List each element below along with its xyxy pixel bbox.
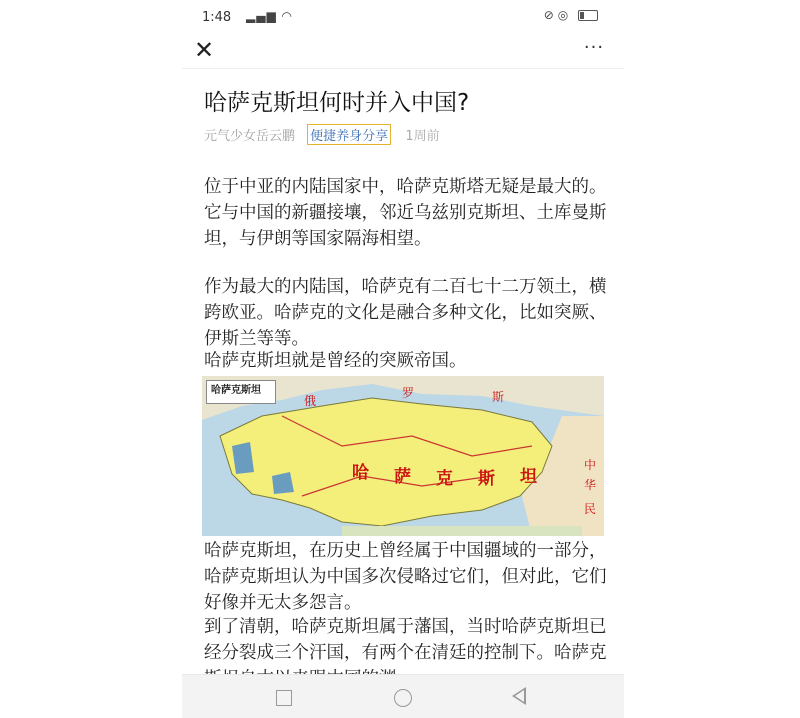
map-neighbor-label-1: 俄 bbox=[304, 394, 317, 408]
author-link[interactable]: 元气少女岳云鹏 bbox=[204, 129, 296, 144]
map-label-char-3: 克 bbox=[436, 469, 453, 489]
system-nav-bar bbox=[182, 674, 624, 718]
kazakhstan-map-image bbox=[202, 376, 604, 536]
map-neighbor-label-5: 华 bbox=[584, 478, 597, 492]
map-neighbor-label-3: 斯 bbox=[492, 390, 505, 404]
recent-apps-icon[interactable] bbox=[276, 690, 292, 706]
status-right-icons bbox=[544, 8, 598, 22]
home-icon[interactable] bbox=[394, 689, 412, 707]
paragraph-3: 哈萨克斯坦就是曾经的突厥帝国。 bbox=[204, 351, 467, 371]
map-label-char-4: 斯 bbox=[478, 469, 495, 489]
category-tag[interactable]: 便捷养身分享 bbox=[307, 124, 391, 145]
more-options-icon[interactable]: ··· bbox=[583, 37, 605, 58]
battery-icon bbox=[578, 10, 598, 21]
back-icon[interactable] bbox=[512, 687, 526, 705]
phone-screen bbox=[182, 0, 624, 718]
map-label-char-1: 哈 bbox=[352, 463, 369, 483]
nfc-icon: ⊘ bbox=[543, 8, 554, 22]
post-time: 1周前 bbox=[405, 129, 440, 144]
article-title: 哈萨克斯坦何时并入中国? bbox=[204, 90, 470, 116]
close-icon[interactable]: ✕ bbox=[193, 36, 215, 64]
paragraph-4: 哈萨克斯坦，在历史上曾经属于中国疆域的一部分，哈萨克斯坦认为中国多次侵略过它们，但对此，它们好像并无太多怨言。 bbox=[204, 541, 607, 613]
map-south-region bbox=[342, 526, 582, 536]
signal-wifi-icon: ▂▄▆ ◠ bbox=[246, 9, 293, 23]
map-label-char-2: 萨 bbox=[394, 467, 411, 487]
paragraph-1: 位于中亚的内陆国家中，哈萨克斯塔无疑是最大的。它与中国的新疆接壤，邻近乌兹别克斯坦、土库曼斯坦，与伊朗等国家隔海相望。 bbox=[204, 177, 607, 249]
map-neighbor-label-4: 中 bbox=[584, 458, 597, 472]
paragraph-2: 作为最大的内陆国，哈萨克有二百七十二万领土，横跨欧亚。哈萨克的文化是融合多种文化，比如突厥、伊斯兰等等。 bbox=[204, 277, 607, 349]
article-meta bbox=[204, 124, 604, 145]
status-time: 1:48 bbox=[202, 10, 232, 25]
alarm-icon: ◎ bbox=[557, 8, 569, 22]
nav-bar bbox=[182, 34, 624, 69]
paragraph-5: 到了清朝，哈萨克斯坦属于藩国，当时哈萨克斯坦已经分裂成三个汗国，有两个在清廷的控制下。哈萨克 bbox=[204, 617, 607, 663]
map-label-char-5: 坦 bbox=[520, 467, 537, 487]
map-title-box: 哈萨克斯坦 bbox=[206, 380, 276, 404]
map-neighbor-label-6: 民 bbox=[584, 502, 597, 516]
map-neighbor-label-2: 罗 bbox=[402, 386, 415, 400]
status-bar bbox=[182, 0, 624, 34]
